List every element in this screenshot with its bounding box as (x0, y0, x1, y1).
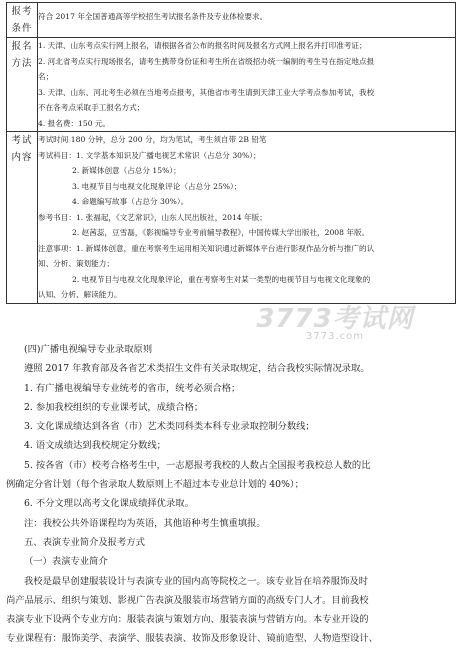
table-line: 4. 命题编写故事（占总分 30%）。 (72, 197, 189, 206)
row-header: 报考 条件 (7, 3, 38, 38)
watermark-url: 3773.com (306, 331, 364, 342)
list-item-continued: 例确定分省计划（每个省录取人数原则上不超过本专业总计划的 40%）； (6, 479, 304, 491)
table-line: 名； (38, 72, 54, 81)
table-row (7, 132, 456, 304)
paragraph: 我校是最早创建服装设计与表演专业的国内高等院校之一。该专业旨在培养服饰及时 (24, 575, 368, 587)
table-line: 2. 赵茜蕊，豆雪磊，《影视编导专业考前辅导教程》，中国传媒大学出版社，2008 年版。 (72, 228, 370, 237)
paragraph: 遵照 2017 年教育部及各省艺术类招生文件有关录取规定，结合我校实际情况录取。 (24, 363, 370, 375)
table-row (7, 38, 456, 132)
row-content (38, 132, 456, 304)
paragraph-continued: 专业课程有：服饰美学、表演学、服装表演、妆饰及形象设计、镜前造型、人物造型设计、 (6, 633, 378, 645)
row-content (38, 3, 456, 38)
table-line: 1. 天津、山东考点实行网上报名，请根据各省公布的报名时间及报名方式网上报名并打印准考证； (38, 41, 367, 50)
table-line: 2. 河北省考点实行现场报名，请考生携带身份证和考生所在省级招办统一编制的考生号在指定地点报 (38, 56, 375, 66)
table-row (7, 3, 456, 38)
section-heading: 五、表演专业简介及报考方式 (24, 536, 145, 548)
table-line: 2. 电视节目与电视文化现象评论，重在考察考生对某一类型的电视节目与电视文化现象的 (72, 274, 371, 284)
section-heading: (四)广播电视编导专业录取原则 (24, 344, 153, 355)
list-item: 5. 按各省（市）校考合格考生中，一志愿报考我校的人数占全国报考我校总人数的比 (24, 459, 371, 471)
list-item: 6. 不分文理以高考文化课成绩择优录取。 (24, 498, 194, 510)
table-line: 2. 新媒体创意（占总分 15%）； (72, 166, 181, 175)
list-item: 1. 有广播电视编导专业统考的省市，统考必须合格； (24, 382, 241, 394)
table-line: 3. 天津、山东、河北考生必须在当地考点报考，其他省市考生请到天津工业大学考点参加考试，我校 (38, 87, 375, 97)
table-line: 4. 报名费：150 元。 (38, 118, 111, 128)
paragraph-continued: 尚产品展示、组织与策划、影视广告表演及服装市场营销方面的高级专门人才。目前我校 (6, 594, 369, 606)
watermark-logo-text: 3773考试网 (256, 304, 414, 334)
row-content (38, 38, 456, 132)
admission-requirements-table (6, 2, 456, 304)
table-line: 符合 2017 年全国普通高等学校招生考试报名条件及专业体检要求。 (38, 12, 268, 21)
row-header: 报名 方法 (7, 38, 38, 132)
paragraph-continued: 表演专业下设两个专业方向：服装表演与策划方向、服装表演与营销方向。本专业开设的 (6, 614, 369, 626)
list-item: 3. 文化课成绩达到各省（市）艺术类同科类本科专业录取控制分数线； (24, 421, 315, 433)
table-line: 注意事项：1. 新媒体创意，重在考察考生运用相关知识通过新媒体平台进行影视作品分析与推广的认 (38, 243, 375, 253)
row-header: 考试 内容 (7, 132, 38, 304)
table-line: 考试科目：1. 文学基本知识及广播电视艺术常识（占总分 30%）； (38, 150, 261, 160)
note: 注：我校公共外语课程均为英语，其他语种考生慎重填报。 (24, 517, 266, 529)
document-body (6, 340, 456, 649)
list-item: 2. 参加我校组织的专业课考试，成绩合格； (24, 401, 204, 413)
table-line: 参考书目：1. 张福起，《文艺常识》，山东人民出版社，2014 年版； (38, 212, 267, 222)
table-line: 知、分析、策划能力； (38, 259, 114, 268)
site-watermark (250, 298, 420, 342)
table-line: 考试时间 180 分钟，总分 200 分，均为笔试，考生须自带 2B 铅笔 (38, 135, 267, 144)
table-line: 不在各考点采取手工报名方式； (38, 103, 145, 112)
table-line: 3. 电视节目与电视文化现象评论（占总分 25%）； (72, 181, 242, 191)
list-item: 4. 语文成绩达到我校规定分数线； (24, 440, 166, 452)
subsection-heading: （一）表演专业简介 (24, 556, 108, 568)
table-line: 认知、分析、解读能力。 (38, 290, 122, 299)
